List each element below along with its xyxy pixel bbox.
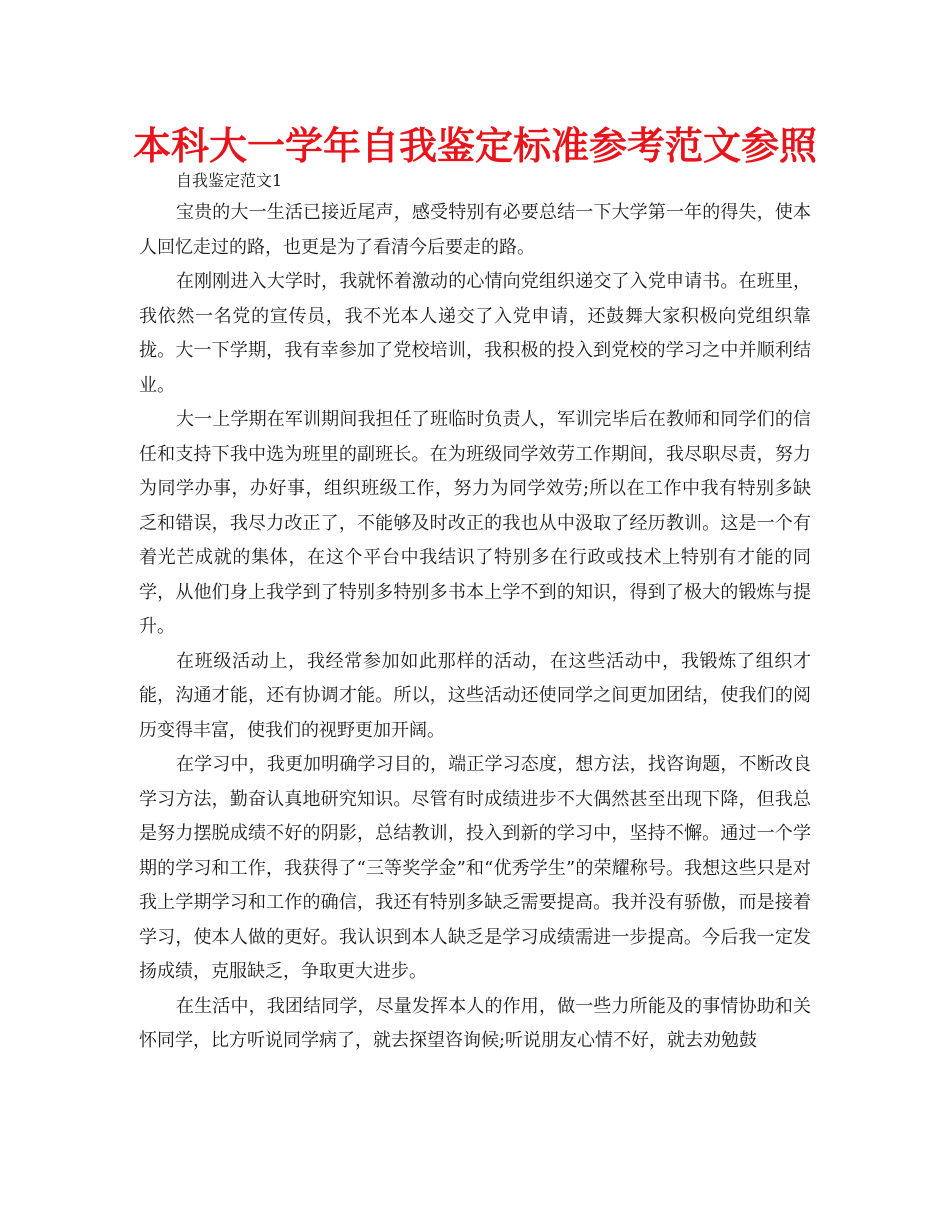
- paragraph-5: 在学习中，我更加明确学习目的，端正学习态度，想方法，找咨询题，不断改良学习方法，勤奋认真地研究知识。尽管有时成绩进步不大偶然甚至出现下降，但我总是努力摆脱成绩不好的阴影，总结教训，投入到新的学习中，坚持不懈。通过一个学期的学习和工作，我获得了“三等奖学金”和“优秀学生”的荣耀称号。我想这些只是对我上学期学习和工作的确信，我还有特别多缺乏需要提高。我并没有骄傲，而是接着学习，使本人做的更好。我认识到本人缺乏是学习成绩需进一步提高。今后我一定发扬成绩，克服缺乏，争取更大进步。: [139, 754, 811, 982]
- document-body: [139, 168, 811, 1059]
- paragraph-2: 在刚刚进入大学时，我就怀着激动的心情向党组织递交了入党申请书。在班里，我依然一名党的宣传员，我不光本人递交了入党申请，还鼓舞大家积极向党组织靠拢。大一下学期，我有幸参加了党校培训，我积极的投入到党校的学习之中并顺利结业。: [139, 271, 811, 396]
- document-title: 本科大一学年自我鉴定标准参考范文参照: [132, 124, 817, 168]
- section-subheading: 自我鉴定范文1: [176, 171, 283, 190]
- paragraph-4: 在班级活动上，我经常参加如此那样的活动，在这些活动中，我锻炼了组织才能，沟通才能，还有协调才能。所以，这些活动还使同学之间更加团结，使我们的阅历变得丰富，使我们的视野更加开阔。: [139, 650, 811, 741]
- paragraph-3: 大一上学期在军训期间我担任了班临时负责人，军训完毕后在教师和同学们的信任和支持下我中选为班里的副班长。在为班级同学效劳工作期间，我尽职尽责，努力为同学办事，办好事，组织班级工作，努力为同学效劳;所以在工作中我有特别多缺乏和错误，我尽力改正了，不能够及时改正的我也从中汲取了经历教训。这是一个有着光芒成就的集体，在这个平台中我结识了特别多在行政或技术上特别有才能的同学，从他们身上我学到了特别多特别多书本上学不到的知识，得到了极大的锻炼与提升。: [139, 409, 811, 637]
- paragraph-6: 在生活中，我团结同学，尽量发挥本人的作用，做一些力所能及的事情协助和关怀同学，比方听说同学病了，就去探望咨询候;听说朋友心情不好，就去劝勉鼓: [139, 995, 811, 1051]
- paragraph-1: 宝贵的大一生活已接近尾声，感受特别有必要总结一下大学第一年的得失，使本人回忆走过的路，也更是为了看清今后要走的路。: [139, 202, 811, 258]
